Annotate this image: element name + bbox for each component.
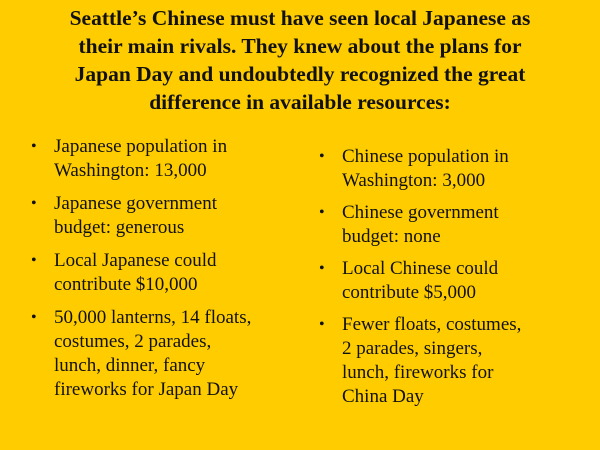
japanese-budget-bullet bbox=[30, 192, 305, 240]
bullet-text-line: contribute $10,000 bbox=[54, 274, 198, 295]
bullet-text-line: 50,000 lanterns, 14 floats, bbox=[54, 307, 252, 328]
bullet-text-line: Chinese government bbox=[342, 202, 499, 223]
bullet-text-line: budget: none bbox=[342, 226, 441, 247]
bullet-text-line: Local Chinese could bbox=[342, 258, 499, 279]
bullet-text-line: contribute $5,000 bbox=[342, 282, 477, 303]
bullet-icon: • bbox=[31, 252, 37, 269]
bullet-icon: • bbox=[319, 316, 325, 333]
title-line: Seattle’s Chinese must have seen local Japanese as bbox=[69, 6, 531, 30]
title-line: difference in available resources: bbox=[149, 90, 451, 114]
japanese-column bbox=[30, 135, 305, 411]
chinese-budget-bullet bbox=[318, 201, 593, 249]
title-line: Japan Day and undoubtedly recognized the great bbox=[74, 62, 526, 86]
japanese-contribution-bullet bbox=[30, 249, 305, 297]
chinese-contribution-bullet bbox=[318, 257, 593, 305]
slide-title bbox=[10, 4, 590, 116]
bullet-text-line: budget: generous bbox=[54, 217, 185, 238]
bullet-icon: • bbox=[319, 148, 325, 165]
bullet-icon: • bbox=[31, 195, 37, 212]
bullet-text-line: Japanese government bbox=[54, 193, 218, 214]
bullet-text-line: Washington: 3,000 bbox=[342, 170, 486, 191]
bullet-text-line: Washington: 13,000 bbox=[54, 160, 207, 181]
bullet-text-line: Japanese population in bbox=[54, 136, 228, 157]
bullet-text-line: fireworks for Japan Day bbox=[54, 379, 239, 400]
title-line: their main rivals. They knew about the plans for bbox=[78, 34, 522, 58]
bullet-text-line: China Day bbox=[342, 386, 424, 407]
bullet-icon: • bbox=[319, 260, 325, 277]
bullet-text-line: Fewer floats, costumes, bbox=[342, 314, 522, 335]
chinese-population-bullet bbox=[318, 145, 593, 193]
bullet-text-line: Local Japanese could bbox=[54, 250, 217, 271]
bullet-icon: • bbox=[31, 138, 37, 155]
bullet-text-line: 2 parades, singers, bbox=[342, 338, 483, 359]
chinese-column bbox=[318, 145, 593, 417]
chinese-festivities-bullet bbox=[318, 313, 593, 409]
bullet-text-line: costumes, 2 parades, bbox=[54, 331, 212, 352]
bullet-icon: • bbox=[319, 204, 325, 221]
bullet-text-line: lunch, fireworks for bbox=[342, 362, 494, 383]
bullet-icon: • bbox=[31, 309, 37, 326]
bullet-text-line: Chinese population in bbox=[342, 146, 509, 167]
japanese-population-bullet bbox=[30, 135, 305, 183]
bullet-text-line: lunch, dinner, fancy bbox=[54, 355, 206, 376]
japanese-festivities-bullet bbox=[30, 306, 305, 402]
